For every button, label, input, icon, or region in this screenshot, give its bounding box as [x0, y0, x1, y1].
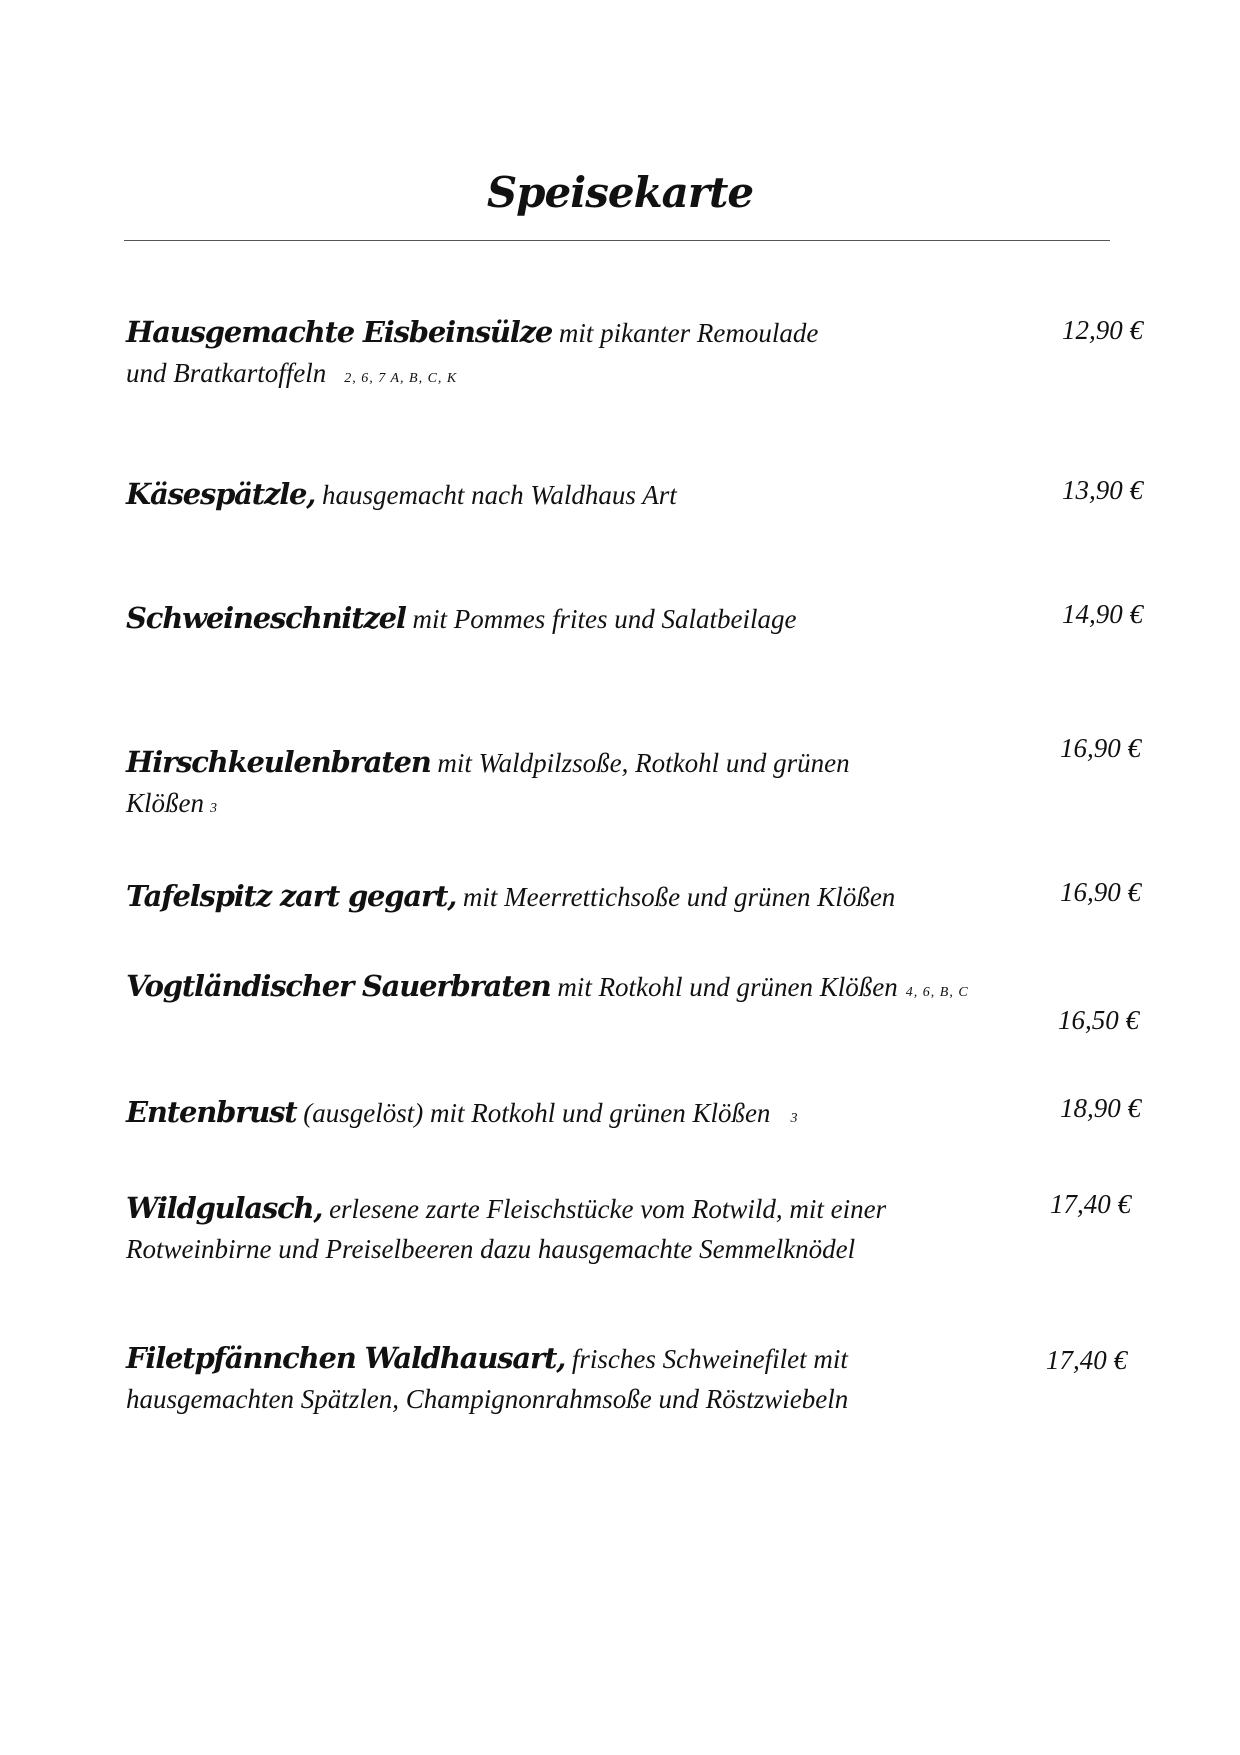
- menu-item-name: Hirschkeulenbraten: [126, 745, 431, 779]
- menu-item-name: Filetpfännchen Waldhausart,: [126, 1341, 566, 1375]
- menu-item-description: erlesene zarte Fleischstücke vom Rotwild, mit einer: [322, 1194, 887, 1224]
- menu-item-price: 17,40 €: [1046, 1345, 1127, 1375]
- menu-item-description-line2: und Bratkartoffeln: [126, 358, 327, 388]
- menu-item-description-line2: Klößen: [126, 788, 204, 818]
- menu-item-allergen-note: 3: [790, 1111, 799, 1126]
- menu-item-description-line2: Rotweinbirne und Preiselbeeren dazu hausgemachte Semmelknödel: [126, 1234, 856, 1264]
- menu-item-wildgulasch: [126, 1188, 1026, 1269]
- menu-item-price: 12,90 €: [1062, 315, 1143, 345]
- menu-item-price: 16,90 €: [1060, 877, 1141, 907]
- menu-item-price: 13,90 €: [1062, 475, 1143, 505]
- menu-item-description: mit Waldpilzsoße, Rotkohl und grünen: [430, 748, 850, 778]
- menu-item-description: mit Rotkohl und grünen Klößen: [550, 972, 898, 1002]
- menu-item-eisbeinsuelze: [126, 312, 1026, 399]
- menu-item-name: Vogtländischer Sauerbraten: [126, 969, 551, 1003]
- menu-item-name: Schweineschnitzel: [126, 601, 406, 635]
- menu-item-description: hausgemacht nach Waldhaus Art: [315, 480, 677, 510]
- menu-item-allergen-note: 2, 6, 7 A, B, C, K: [344, 371, 458, 386]
- menu-item-price: 16,50 €: [1058, 1005, 1139, 1035]
- menu-item-name: Tafelspitz zart gegart,: [126, 879, 457, 913]
- menu-item-name: Käsespätzle,: [126, 477, 316, 511]
- menu-item-name: Wildgulasch,: [126, 1191, 323, 1225]
- menu-item-description: mit Pommes frites und Salatbeilage: [405, 604, 797, 634]
- menu-item-allergen-note: 4, 6, B, C: [905, 985, 969, 1000]
- menu-item-hirschkeulenbraten: [126, 742, 1026, 829]
- menu-item-description: mit Meerrettichsoße und grünen Klößen: [456, 882, 896, 912]
- menu-item-description: (ausgelöst) mit Rotkohl und grünen Klößen: [296, 1098, 771, 1128]
- menu-item-kaesespaetzle: [126, 474, 1026, 515]
- menu-item-description-line2: hausgemachten Spätzlen, Champignonrahmsoße und Röstzwiebeln: [126, 1384, 849, 1414]
- menu-item-schweineschnitzel: [126, 598, 1026, 639]
- menu-item-allergen-note: 3: [210, 801, 218, 816]
- menu-item-entenbrust: [126, 1092, 1026, 1139]
- page-title: Speisekarte: [486, 168, 754, 217]
- menu-item-description: mit pikanter Remoulade: [552, 318, 819, 348]
- menu-item-price: 17,40 €: [1050, 1189, 1131, 1219]
- menu-item-price: 14,90 €: [1062, 599, 1143, 629]
- menu-item-description: frisches Schweinefilet mit: [565, 1344, 848, 1374]
- menu-item-name: Entenbrust: [126, 1095, 297, 1129]
- menu-item-filetpfaennchen: [126, 1338, 1026, 1419]
- menu-item-price: 18,90 €: [1060, 1093, 1141, 1123]
- menu-item-name: Hausgemachte Eisbeinsülze: [126, 315, 553, 349]
- menu-item-sauerbraten: [126, 966, 1026, 1013]
- menu-item-price: 16,90 €: [1060, 733, 1141, 763]
- title-divider: [124, 240, 1110, 241]
- menu-item-tafelspitz: [126, 876, 1026, 917]
